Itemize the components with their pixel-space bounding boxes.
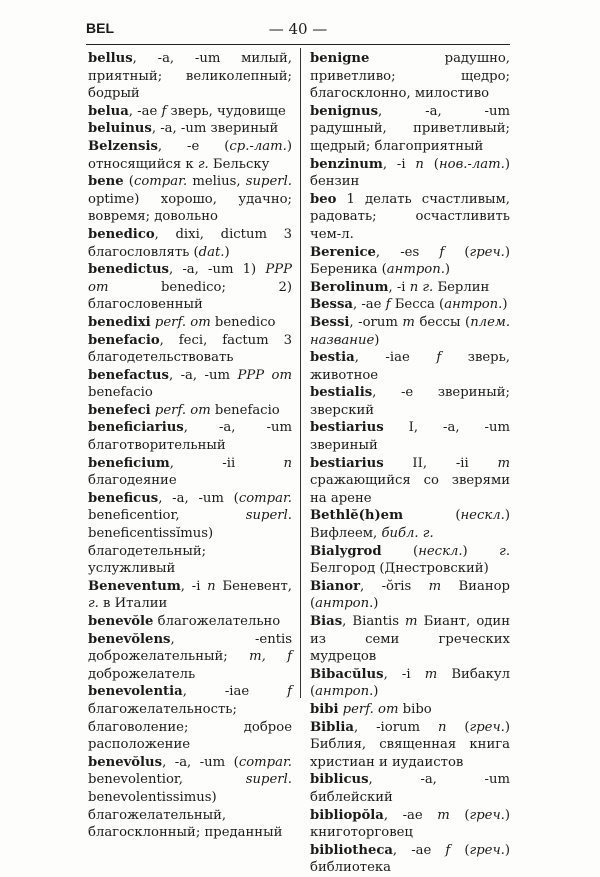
grammar-note: n bbox=[283, 455, 292, 471]
grammar-note: ср.-лат. bbox=[229, 138, 287, 154]
headword: benzinum bbox=[310, 156, 383, 172]
grammar-note: греч. bbox=[469, 807, 505, 823]
definition-text: Берлин bbox=[433, 279, 490, 295]
grammar-note: superl. bbox=[245, 772, 292, 788]
definition-text: благожелательность; благоволение; доброе расположение bbox=[88, 701, 292, 753]
definition-text: , -iorum bbox=[353, 719, 438, 735]
definition-text: I, -a, -um звериный bbox=[310, 420, 510, 454]
dictionary-entry bbox=[88, 754, 292, 842]
grammar-note: superl. bbox=[245, 174, 292, 190]
headword: bibliotheca bbox=[310, 842, 393, 858]
definition-text: ) bbox=[502, 297, 508, 313]
column-divider bbox=[300, 48, 301, 698]
right-column bbox=[310, 50, 510, 877]
dictionary-entry bbox=[310, 384, 510, 419]
definition-text: , -a, -um радушный, приветливый; щедрый; благоприятный bbox=[310, 103, 510, 154]
grammar-note: f bbox=[385, 297, 391, 313]
definition-text: , -i bbox=[383, 666, 425, 682]
grammar-note: m bbox=[402, 314, 415, 330]
grammar-note: f bbox=[436, 350, 442, 366]
definition-text: благодеяние bbox=[88, 473, 177, 489]
dictionary-entry bbox=[310, 455, 510, 508]
grammar-note: f bbox=[439, 244, 445, 260]
definition-text: , -ae bbox=[383, 807, 438, 823]
definition-text: , -ae bbox=[392, 842, 446, 858]
dictionary-entry bbox=[88, 314, 292, 332]
grammar-note: нов.-лат. bbox=[438, 156, 505, 172]
headword: benedixi bbox=[88, 314, 151, 330]
grammar-note: n bbox=[415, 156, 424, 172]
grammar-note: f bbox=[161, 103, 167, 119]
dictionary-entry bbox=[88, 490, 292, 578]
definition-text: ) bbox=[462, 543, 500, 559]
definition-text: ) относящийся к bbox=[88, 138, 292, 172]
grammar-note: греч. bbox=[469, 244, 505, 260]
grammar-note: m, f bbox=[249, 649, 292, 665]
dictionary-entry bbox=[310, 613, 510, 666]
definition-text: , -iae bbox=[182, 684, 288, 700]
definition-text: ) книготорговец bbox=[310, 807, 510, 841]
definition-text: , -a, -um звериный bbox=[151, 121, 279, 137]
definition-text: Белгород (Днестровский) bbox=[310, 561, 489, 577]
dictionary-entry bbox=[310, 701, 510, 719]
definition-text: Беневент, bbox=[215, 578, 292, 594]
grammar-note: compar. bbox=[238, 754, 292, 770]
definition-text: benevolentior, bbox=[88, 772, 246, 788]
dictionary-entry bbox=[310, 296, 510, 314]
definition-text: beneficentior, bbox=[88, 508, 246, 524]
headword: Bethlĕ(h)em bbox=[310, 508, 404, 524]
grammar-note: compar. bbox=[133, 174, 188, 190]
grammar-note: антроп. bbox=[386, 262, 445, 278]
definition-text: benevolentissimus) благожелательный, благосклонный; преданный bbox=[88, 789, 283, 841]
grammar-note: г. bbox=[88, 596, 99, 612]
definition-text: benefacio bbox=[88, 385, 153, 401]
headword: benefacio bbox=[88, 332, 160, 348]
dictionary-entry bbox=[88, 50, 292, 103]
definition-text: , -i bbox=[388, 279, 410, 295]
definition-text: , -i bbox=[180, 578, 208, 594]
definition-text: ( bbox=[444, 244, 470, 260]
headword: Bibacŭlus bbox=[310, 666, 384, 682]
definition-text: , Biantis bbox=[342, 614, 406, 629]
definition-text: ( bbox=[423, 156, 439, 172]
grammar-note: m bbox=[437, 807, 450, 823]
definition-text: , -ii bbox=[169, 455, 284, 471]
definition-text: ( bbox=[449, 807, 470, 823]
headword: beneficus bbox=[88, 490, 159, 506]
headword: benevŏlens bbox=[88, 631, 171, 647]
definition-text: , -a, -um ( bbox=[158, 490, 239, 506]
dictionary-entry bbox=[88, 138, 292, 173]
headword: bibliopŏla bbox=[310, 807, 384, 823]
grammar-note: m bbox=[428, 578, 442, 594]
dictionary-entry bbox=[310, 279, 510, 297]
definition-text: ) bbox=[373, 684, 379, 700]
dictionary-entry bbox=[310, 244, 510, 279]
grammar-note: антроп. bbox=[315, 596, 374, 612]
dictionary-entry bbox=[310, 543, 510, 578]
definition-text: , -ae bbox=[128, 103, 162, 119]
definition-text: Бесса ( bbox=[390, 297, 445, 313]
definition-text: benedico bbox=[210, 314, 276, 330]
grammar-note: греч. bbox=[469, 842, 505, 858]
definition-text: ) bbox=[444, 262, 451, 278]
headword: bellus bbox=[88, 51, 133, 66]
grammar-note: библ. г. bbox=[381, 526, 434, 542]
dictionary-entry bbox=[88, 402, 292, 420]
definition-text: , -a, -um bbox=[168, 367, 238, 383]
definition-text: Бельску bbox=[208, 156, 270, 172]
headword: bestialis bbox=[310, 385, 373, 401]
grammar-note: г. bbox=[499, 543, 511, 559]
grammar-note: superl. bbox=[245, 508, 292, 524]
headword: beneficiarius bbox=[88, 420, 184, 436]
headword: bestia bbox=[310, 350, 355, 366]
headword: Belzensis bbox=[88, 138, 158, 154]
definition-text: в Италии bbox=[98, 596, 168, 612]
grammar-note: нескл. bbox=[418, 543, 463, 559]
definition-text: ( bbox=[123, 174, 134, 190]
definition-text: ( bbox=[403, 508, 461, 524]
definition-text: , -iae bbox=[354, 350, 437, 366]
definition-text: благожелательно bbox=[153, 614, 281, 629]
definition-text: , -entis доброжелательный; bbox=[88, 631, 292, 665]
grammar-note: perf. от bbox=[154, 402, 211, 418]
definition-text: ) Библия, священная книга христиан и иудаистов bbox=[310, 719, 510, 770]
headword: Bialygrod bbox=[310, 543, 382, 559]
dictionary-entry bbox=[88, 578, 292, 613]
definition-text: melius, bbox=[187, 174, 246, 190]
dictionary-entry bbox=[310, 771, 510, 806]
definition-text: , -a, -um милый, приятный; великолепный; бодрый bbox=[88, 51, 292, 102]
headword: Bessa bbox=[310, 297, 353, 313]
grammar-note: нескл. bbox=[460, 508, 505, 524]
definition-text: , feci, factum 3 благодетельствовать bbox=[88, 332, 292, 366]
header-rule bbox=[86, 44, 510, 45]
definition-text: , -e звериный; зверский bbox=[310, 385, 510, 418]
definition-text: , -i bbox=[382, 156, 416, 172]
running-head-word: BEL bbox=[86, 20, 114, 36]
definition-text: Вибакул ( bbox=[310, 666, 510, 700]
dictionary-entry bbox=[88, 419, 292, 454]
dictionary-entry bbox=[88, 332, 292, 367]
dictionary-entry bbox=[310, 349, 510, 384]
definition-text: , -orum bbox=[349, 314, 403, 330]
definition-text: , -a, -um ( bbox=[162, 754, 239, 770]
headword: benedico bbox=[88, 226, 155, 242]
headword: biblicus bbox=[310, 772, 369, 788]
dictionary-entry bbox=[310, 807, 510, 842]
headword: Bessi bbox=[310, 314, 350, 330]
headword: bibi bbox=[310, 701, 339, 717]
dictionary-entry bbox=[88, 120, 292, 138]
dictionary-entry bbox=[310, 103, 510, 156]
grammar-note: антроп. bbox=[444, 297, 503, 313]
dictionary-entry bbox=[88, 173, 292, 226]
definition-text: , -a, -um библейский bbox=[310, 772, 510, 805]
definition-text: beneficentissĭmus) благодетельный; услужливый bbox=[88, 526, 214, 577]
headword: benefactus bbox=[88, 367, 169, 383]
grammar-note: плем. название bbox=[310, 314, 511, 348]
definition-text: , -ŏris bbox=[360, 578, 429, 594]
dictionary-entry bbox=[310, 578, 510, 613]
headword: benevolentia bbox=[88, 684, 183, 700]
definition-text: бессы ( bbox=[414, 314, 471, 330]
dictionary-entry bbox=[310, 666, 510, 701]
definition-text: 1 делать счастливым, радовать; осчастливить чем-л. bbox=[310, 191, 510, 242]
dictionary-entry bbox=[88, 226, 292, 261]
headword: Biblia bbox=[310, 719, 354, 735]
dictionary-entry bbox=[310, 314, 510, 349]
definition-text: Биант, один из семи греческих мудрецов bbox=[310, 614, 510, 665]
dictionary-entry bbox=[88, 455, 292, 490]
definition-text: II, -ii bbox=[383, 455, 498, 471]
headword: Berenice bbox=[310, 244, 376, 260]
headword: benigne bbox=[310, 51, 370, 66]
definition-text: benefacio bbox=[210, 402, 280, 418]
dictionary-entry bbox=[310, 419, 510, 454]
headword: belua bbox=[88, 103, 129, 119]
definition-text: сражающийся со зверями на арене bbox=[310, 473, 510, 506]
dictionary-entry bbox=[88, 683, 292, 753]
dictionary-entry bbox=[88, 261, 292, 314]
definition-text: bibo bbox=[398, 701, 432, 717]
headword: benedictus bbox=[88, 262, 169, 278]
definition-text: ) bbox=[374, 332, 380, 348]
grammar-note: г. bbox=[197, 156, 209, 172]
definition-text: ) Вифлеем, bbox=[310, 508, 510, 542]
headword: benevŏlus bbox=[88, 754, 163, 770]
dictionary-entry bbox=[310, 842, 510, 877]
definition-text: , dixi, dictum 3 благословлять ( bbox=[88, 226, 292, 260]
headword: bestiarius bbox=[310, 420, 384, 436]
headword: bestiarius bbox=[310, 455, 384, 471]
headword: Beneventum bbox=[88, 578, 181, 594]
headword: bene bbox=[88, 174, 124, 190]
headword: beneficium bbox=[88, 455, 170, 471]
grammar-note: perf. от bbox=[342, 701, 399, 717]
definition-text: optime) хорошо, удачно; вовремя; довольно bbox=[88, 191, 292, 225]
definition-text: ) bbox=[373, 596, 379, 612]
grammar-note: г. bbox=[422, 279, 434, 295]
definition-text: радушно, приветливо; щедро; благосклонно, милостиво bbox=[310, 51, 510, 102]
headword: beluinus bbox=[88, 121, 152, 137]
definition-text: , -es bbox=[375, 244, 440, 260]
headword: beo bbox=[310, 191, 337, 207]
headword: Bias bbox=[310, 614, 343, 629]
grammar-note: PPP от bbox=[237, 367, 293, 383]
definition-text: , -a, -um благотворительный bbox=[88, 420, 292, 454]
dictionary-entry bbox=[88, 367, 292, 402]
grammar-note: perf. от bbox=[154, 314, 211, 330]
dictionary-entry bbox=[310, 507, 510, 542]
definition-text: доброжелатель bbox=[88, 666, 196, 682]
headword: Bianor bbox=[310, 578, 361, 594]
dictionary-entry bbox=[310, 50, 510, 103]
grammar-note: f bbox=[287, 684, 292, 700]
dictionary-entry bbox=[310, 191, 510, 244]
definition-text: benedico; 2) благословенный bbox=[88, 279, 292, 313]
left-column bbox=[88, 50, 292, 842]
definition-text: , -ae bbox=[352, 297, 386, 313]
definition-text: зверь, чудовище bbox=[166, 103, 286, 119]
definition-text: ) bbox=[224, 244, 230, 260]
grammar-note: f bbox=[445, 842, 451, 858]
grammar-note: n bbox=[409, 279, 419, 295]
grammar-note: m bbox=[405, 614, 418, 629]
dictionary-entry bbox=[310, 719, 510, 772]
headword: Berolinum bbox=[310, 279, 389, 295]
definition-text: , -e ( bbox=[157, 138, 230, 154]
dictionary-entry bbox=[88, 631, 292, 684]
definition-text: ) бензин bbox=[310, 156, 510, 190]
grammar-note: m bbox=[497, 455, 510, 471]
dictionary-entry bbox=[88, 613, 292, 631]
headword: benefeci bbox=[88, 402, 151, 418]
page-number: — 40 — bbox=[268, 20, 328, 38]
definition-text: ) библиотека bbox=[310, 842, 510, 876]
page-header bbox=[86, 20, 510, 42]
definition-text: ( bbox=[381, 543, 419, 559]
definition-text: , -a, -um 1) bbox=[168, 262, 266, 278]
grammar-note: dat. bbox=[198, 244, 225, 260]
grammar-note: n bbox=[437, 719, 447, 735]
definition-text: ( bbox=[446, 719, 470, 735]
headword: benignus bbox=[310, 103, 379, 119]
grammar-note: PPP от bbox=[88, 262, 292, 295]
grammar-note: антроп. bbox=[315, 684, 374, 700]
dictionary-entry bbox=[310, 156, 510, 191]
definition-text: ( bbox=[450, 842, 470, 858]
dictionary-entry bbox=[88, 103, 292, 121]
grammar-note: греч. bbox=[469, 719, 505, 735]
definition-text: Вианор ( bbox=[310, 578, 510, 612]
grammar-note: n bbox=[207, 578, 216, 594]
grammar-note: compar. bbox=[238, 490, 292, 506]
headword: benevŏle bbox=[88, 614, 154, 629]
definition-text: зверь, животное bbox=[310, 350, 510, 383]
grammar-note: m bbox=[424, 666, 438, 682]
definition-text: ) Береника ( bbox=[310, 244, 510, 278]
